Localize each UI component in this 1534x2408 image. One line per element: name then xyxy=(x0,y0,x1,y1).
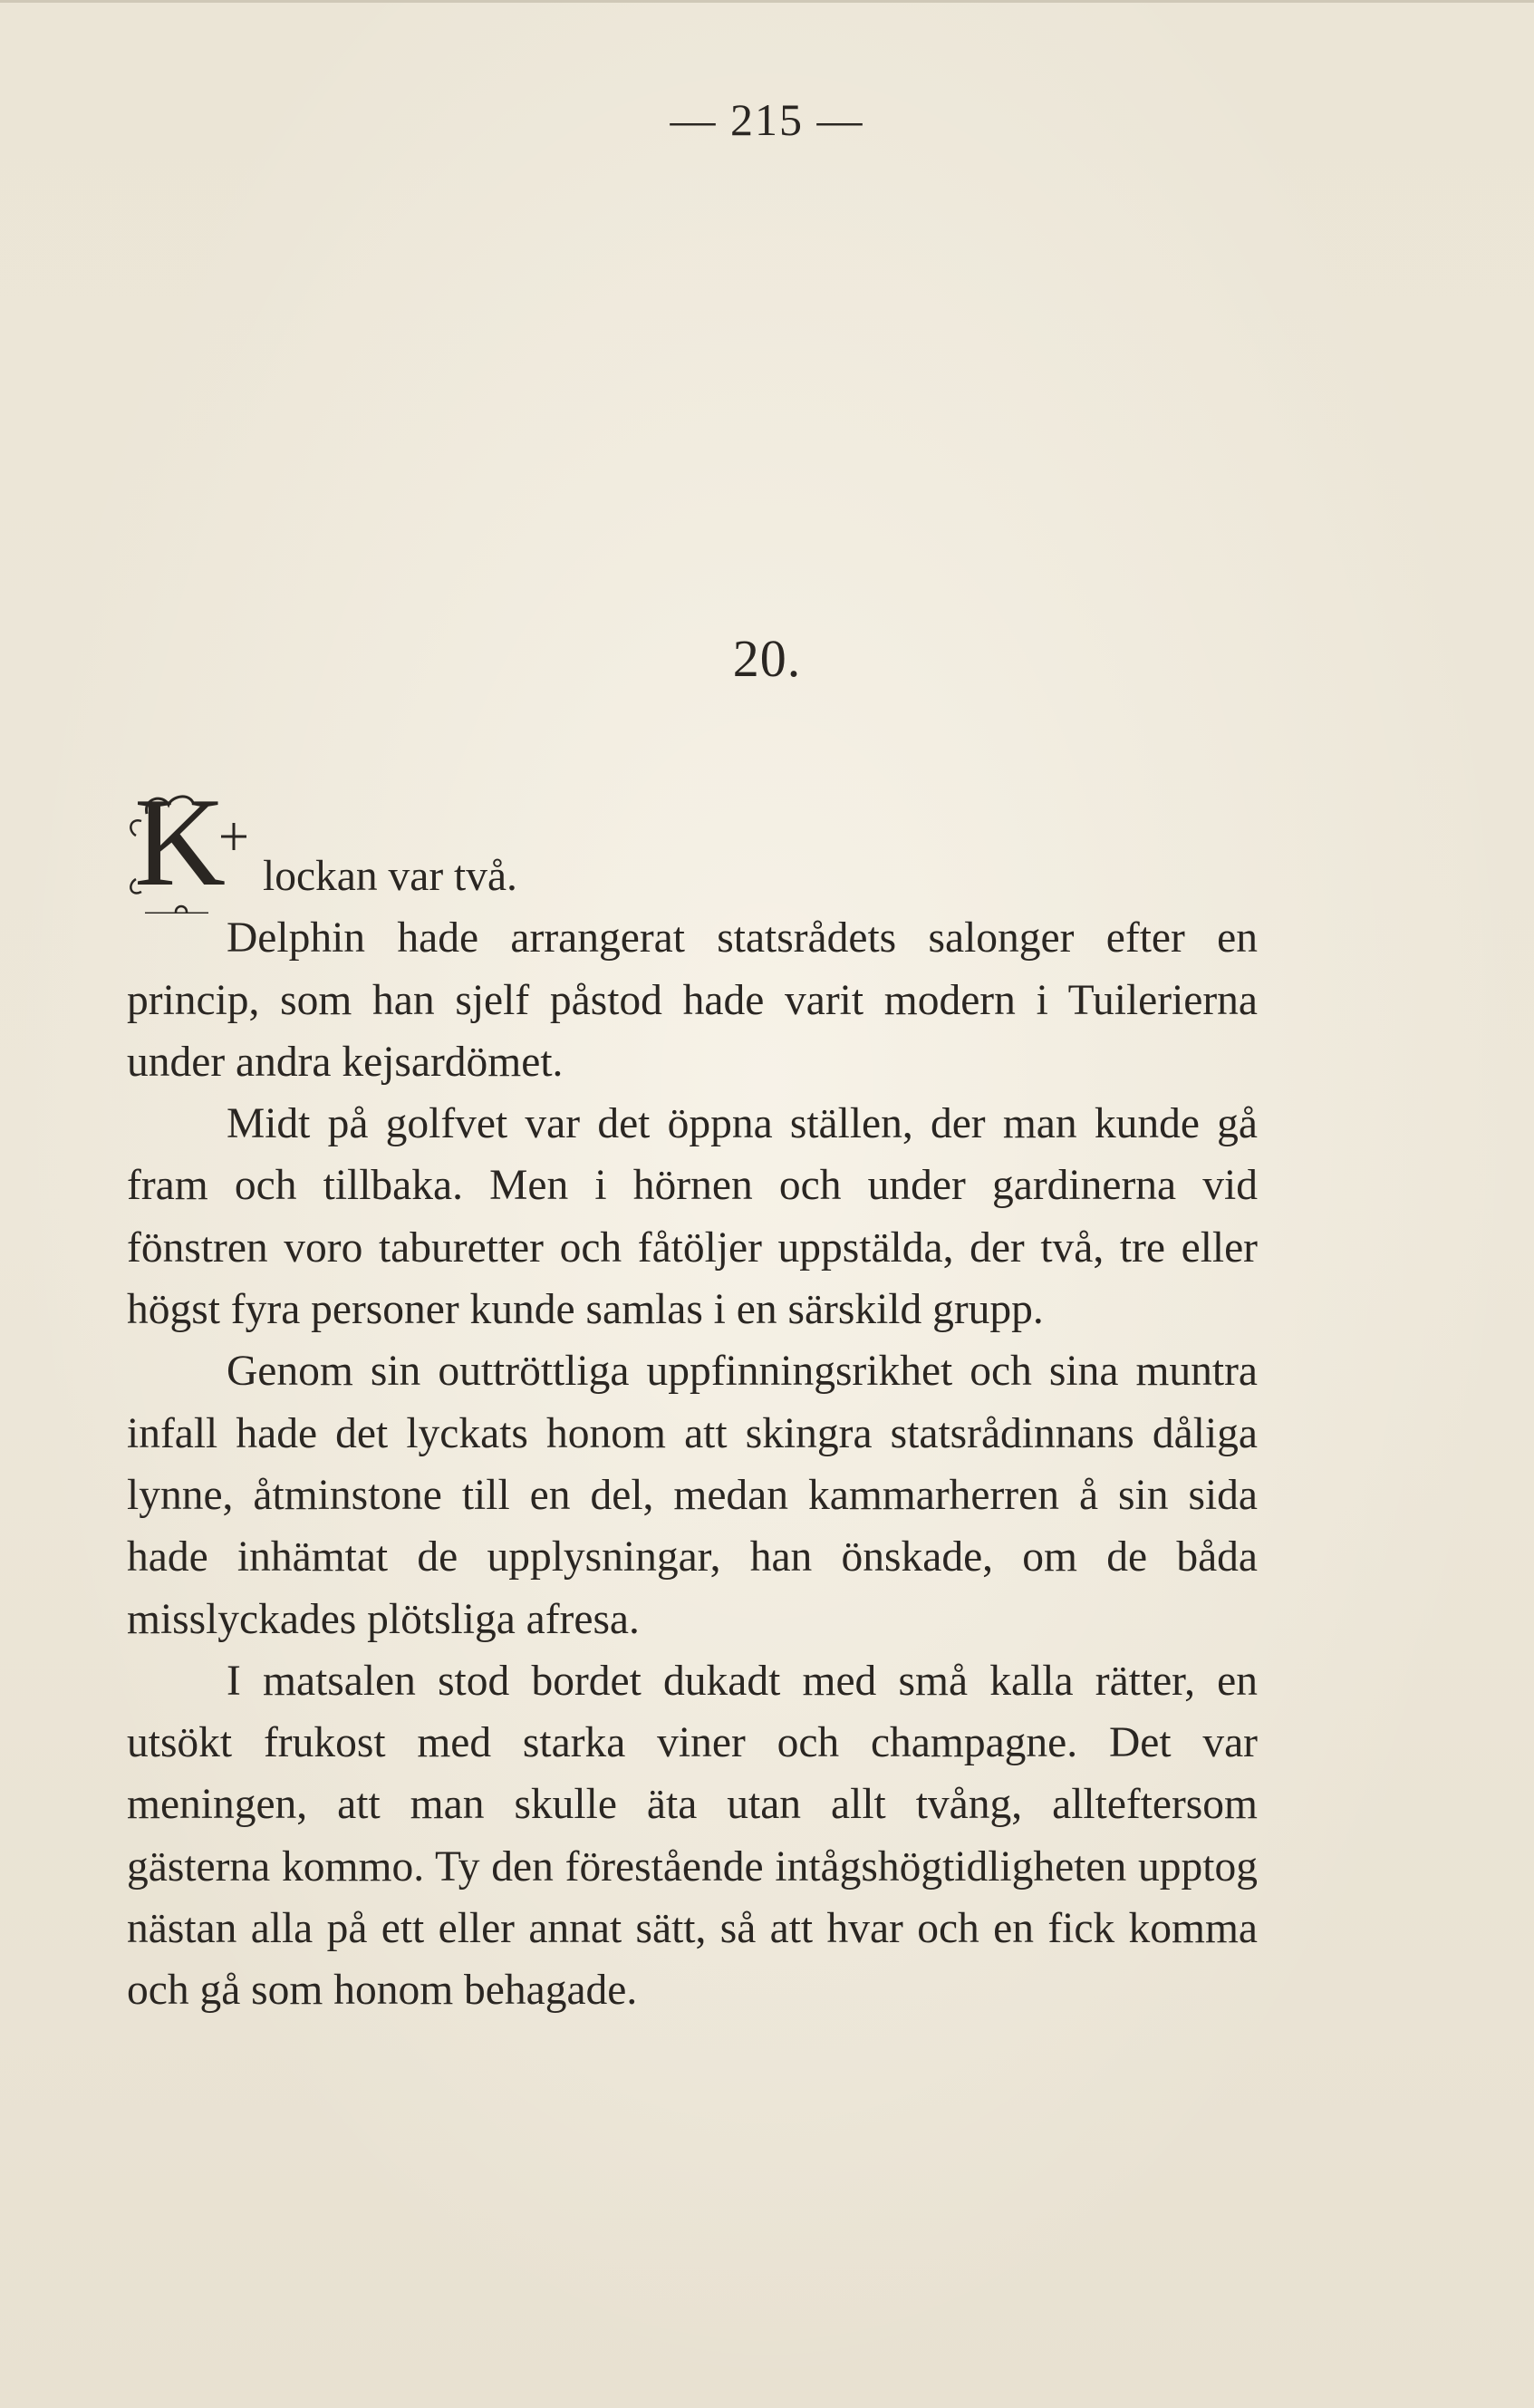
page-number: — 215 — xyxy=(670,94,864,145)
paragraph-1: Delphin hade arrangerat statsrådets salonger efter en princip, som han sjelf påstod hade varit modern i Tuilerierna under andra kejsardömet. xyxy=(127,914,1258,1086)
paragraph-3: Genom sin outtröttliga uppfinningsrikhet och sina muntra infall hade det lyckats honom att skingra statsrådinnans dåliga lynne, åtminstone till en del, medan kammarherren å sin sida hade inhämtat de upplysningar, han önskade, om de båda misslyckades plötsliga afresa. xyxy=(127,1348,1258,1643)
ornamental-dropcap-icon xyxy=(127,772,263,914)
dropcap-letter: K xyxy=(134,772,227,913)
opening-line xyxy=(127,772,1258,913)
opening-line-text: lockan var två. xyxy=(263,853,517,900)
chapter-number: 20. xyxy=(732,629,802,688)
paragraph-2: Midt på golfvet var det öppna ställen, der man kunde gå fram och tillbaka. Men i hörnen och under gardinerna vid fönstren voro taburetter och fåtöljer uppstälda, der två, tre eller högst fyra personer kunde samlas i en särskild grupp. xyxy=(127,1100,1258,1334)
paragraph-4: I matsalen stod bordet dukadt med små kalla rätter, en utsökt frukost med starka viner och champagne. Det var meningen, att man skulle äta utan allt tvång, allteftersom gästerna kommo. Ty den förestående intågshögtidligheten upptog nästan alla på ett eller annat sätt, så att hvar och en fick komma och gå som honom behagade. xyxy=(127,1657,1258,2015)
body-text xyxy=(127,772,1258,2022)
paragraph-opening xyxy=(127,772,1258,913)
